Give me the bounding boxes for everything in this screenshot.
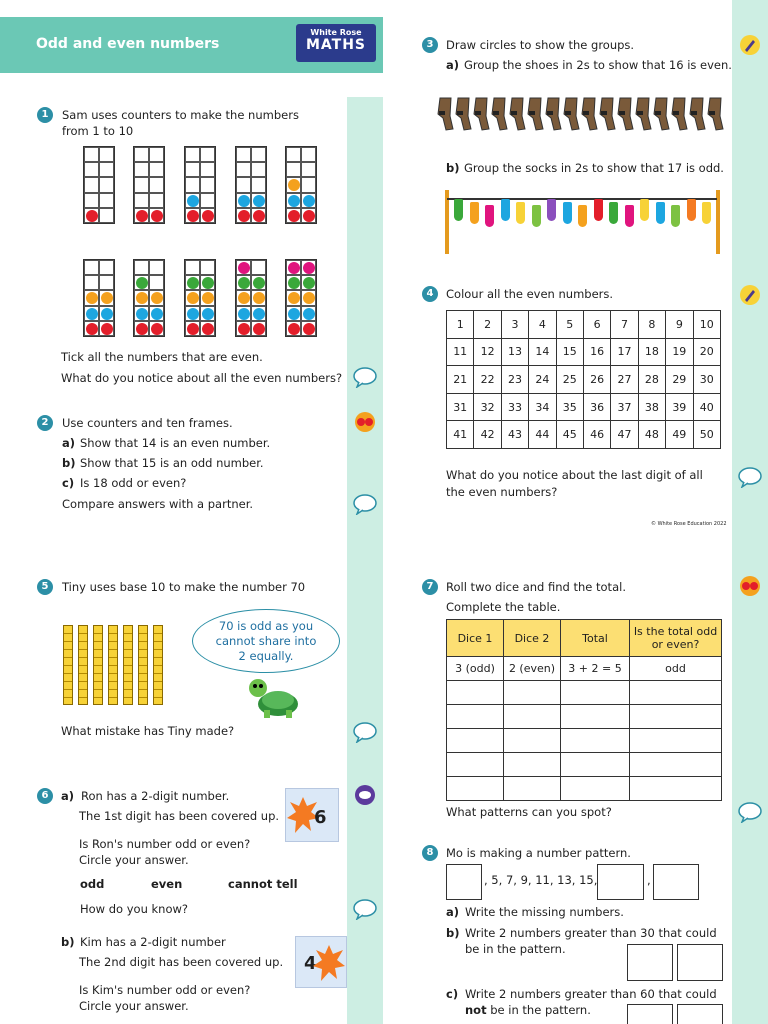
grid-number-cell[interactable]: 18 <box>638 338 665 366</box>
grid-number-cell[interactable]: 39 <box>666 393 693 421</box>
shoe-icon <box>473 96 490 132</box>
q7-complete-text: Complete the table. <box>446 600 561 614</box>
grid-number-cell[interactable]: 27 <box>611 366 638 394</box>
discussion-icon <box>738 466 762 488</box>
empty-cell[interactable] <box>561 681 630 705</box>
q6-b-line3: Is Kim's number odd or even? <box>79 983 251 997</box>
q8-b-label: b) <box>446 926 460 940</box>
shoe-icon <box>689 96 706 132</box>
empty-cell[interactable] <box>447 729 504 753</box>
grid-number-cell[interactable]: 3 <box>501 311 528 339</box>
q5-text: Tiny uses base 10 to make the number 70 <box>62 580 306 594</box>
sock-icon <box>454 199 463 221</box>
sock-icon <box>625 205 634 227</box>
q6-b-line1: Kim has a 2-digit number <box>80 935 226 949</box>
grid-number-cell[interactable]: 5 <box>556 311 583 339</box>
empty-cell[interactable] <box>630 705 722 729</box>
discussion-icon <box>353 366 377 388</box>
q2-c-label: c) <box>62 476 75 490</box>
sock-icon <box>702 202 711 224</box>
q8-pattern-text: , 5, 7, 9, 11, 13, 15, <box>484 873 598 887</box>
empty-cell[interactable] <box>447 753 504 777</box>
q6-a-line3: Is Ron's number odd or even? <box>79 837 251 851</box>
q2-a-text: Show that 14 is an even number. <box>80 436 271 450</box>
grid-number-cell[interactable]: 20 <box>693 338 720 366</box>
answer-box-b1[interactable] <box>627 944 673 981</box>
grid-number-cell[interactable]: 13 <box>501 338 528 366</box>
copyright-text: © White Rose Education 2022 <box>651 521 727 527</box>
grid-number-cell[interactable]: 44 <box>529 421 556 449</box>
ten-rod <box>78 625 88 705</box>
answer-option-odd[interactable]: odd <box>80 877 105 891</box>
counters-icon <box>353 411 377 433</box>
sock-icon <box>594 199 603 221</box>
sock-icon <box>485 205 494 227</box>
q8-comma: , <box>647 873 651 887</box>
grid-number-cell[interactable]: 31 <box>447 393 474 421</box>
grid-number-cell[interactable]: 37 <box>611 393 638 421</box>
grid-number-cell[interactable]: 8 <box>638 311 665 339</box>
q6-a-line4: Circle your answer. <box>79 853 189 867</box>
answer-option-even[interactable]: even <box>151 877 183 891</box>
q3-a-text: Group the shoes in 2s to show that 16 is even. <box>464 58 732 72</box>
q8-c-line1: Write 2 numbers greater than 60 that could <box>465 987 717 1001</box>
answer-box-c1[interactable] <box>627 1004 673 1024</box>
q8-b-line1: Write 2 numbers greater than 30 that could <box>465 926 717 940</box>
grid-number-cell[interactable]: 12 <box>474 338 501 366</box>
grid-number-cell[interactable]: 35 <box>556 393 583 421</box>
grid-number-cell[interactable]: 46 <box>583 421 610 449</box>
dice-results-table <box>446 619 722 801</box>
counter-frame-3 <box>184 146 216 224</box>
empty-cell[interactable] <box>447 705 504 729</box>
grid-number-cell[interactable]: 7 <box>611 311 638 339</box>
grid-number-cell[interactable]: 47 <box>611 421 638 449</box>
q3-b-label: b) <box>446 161 460 175</box>
question-2-badge: 2 <box>37 415 53 431</box>
table-cell: odd <box>630 657 722 681</box>
grid-number-cell[interactable]: 30 <box>693 366 720 394</box>
header-dice-2: Dice 2 <box>504 620 561 657</box>
counter-frame-5 <box>285 146 317 224</box>
ron-visible-digit: 6 <box>314 807 327 828</box>
question-4-badge: 4 <box>422 286 438 302</box>
answer-box-c2[interactable] <box>677 1004 723 1024</box>
header-total: Total <box>561 620 630 657</box>
grid-number-cell[interactable]: 25 <box>556 366 583 394</box>
empty-cell[interactable] <box>504 705 561 729</box>
q8-text: Mo is making a number pattern. <box>446 846 631 860</box>
grid-number-cell[interactable]: 10 <box>693 311 720 339</box>
grid-number-cell[interactable]: 23 <box>501 366 528 394</box>
pencil-icon <box>738 284 762 306</box>
page-header <box>0 17 383 73</box>
q4-notice-line2: the even numbers? <box>446 485 558 499</box>
empty-cell[interactable] <box>504 681 561 705</box>
counter-frame-2 <box>133 146 165 224</box>
answer-option-cannot-tell[interactable]: cannot tell <box>228 877 298 891</box>
shoe-icon <box>617 96 634 132</box>
grid-number-cell[interactable]: 49 <box>666 421 693 449</box>
q7-patterns-text: What patterns can you spot? <box>446 805 612 819</box>
grid-number-cell[interactable]: 11 <box>447 338 474 366</box>
missing-number-box-3[interactable] <box>653 864 699 900</box>
empty-cell[interactable] <box>504 729 561 753</box>
q4-notice-line1: What do you notice about the last digit of all <box>446 468 703 482</box>
q3-b-text: Group the socks in 2s to show that 17 is odd. <box>464 161 724 175</box>
grid-number-cell[interactable]: 50 <box>693 421 720 449</box>
ten-rod <box>123 625 133 705</box>
sock-icon <box>640 199 649 221</box>
q1-tick-text: Tick all the numbers that are even. <box>61 350 263 364</box>
washing-line <box>447 198 717 200</box>
counter-frame-8 <box>184 259 216 337</box>
counter-frame-7 <box>133 259 165 337</box>
sock-icon <box>547 199 556 221</box>
shoe-icon <box>437 96 454 132</box>
question-1-badge: 1 <box>37 107 53 123</box>
q2-b-label: b) <box>62 456 76 470</box>
sock-icon <box>671 205 680 227</box>
q6-b-line4: Circle your answer. <box>79 999 189 1013</box>
shoe-icon <box>581 96 598 132</box>
grid-number-cell[interactable]: 34 <box>529 393 556 421</box>
grid-number-cell[interactable]: 9 <box>666 311 693 339</box>
grid-number-cell[interactable]: 19 <box>666 338 693 366</box>
grid-number-cell[interactable]: 24 <box>529 366 556 394</box>
thinking-icon <box>353 784 377 806</box>
sock-icon <box>501 199 510 221</box>
grid-number-cell[interactable]: 32 <box>474 393 501 421</box>
counter-frame-9 <box>235 259 267 337</box>
shoe-icon <box>653 96 670 132</box>
ron-number-card <box>285 788 339 842</box>
shoe-icon <box>455 96 472 132</box>
header-odd-or-even: Is the total odd or even? <box>630 620 722 657</box>
tiny-turtle-icon <box>244 672 304 720</box>
q2-text: Use counters and ten frames. <box>62 416 233 430</box>
ten-rod <box>138 625 148 705</box>
grid-number-cell[interactable]: 28 <box>638 366 665 394</box>
grid-number-cell[interactable]: 26 <box>583 366 610 394</box>
question-6-badge: 6 <box>37 788 53 804</box>
ten-rod <box>153 625 163 705</box>
grid-number-cell[interactable]: 21 <box>447 366 474 394</box>
sock-icon <box>516 202 525 224</box>
grid-number-cell[interactable]: 45 <box>556 421 583 449</box>
discussion-icon <box>353 721 377 743</box>
q1-text-line1: Sam uses counters to make the numbers <box>62 108 299 122</box>
empty-cell[interactable] <box>504 753 561 777</box>
q8-c-line2: not be in the pattern. <box>465 1003 591 1017</box>
q6-how-text: How do you know? <box>80 902 189 916</box>
pencil-icon <box>738 34 762 56</box>
shoe-icon <box>545 96 562 132</box>
q1-text-line2: from 1 to 10 <box>62 124 134 138</box>
q6-a-line1: Ron has a 2-digit number. <box>81 789 230 803</box>
table-cell: 3 + 2 = 5 <box>561 657 630 681</box>
q2-a-label: a) <box>62 436 76 450</box>
empty-cell[interactable] <box>561 777 630 801</box>
kim-number-card <box>295 936 347 988</box>
counters-icon <box>738 575 762 597</box>
white-rose-logo: White Rose MATHS <box>296 24 376 62</box>
missing-number-box-1[interactable] <box>446 864 482 900</box>
empty-cell[interactable] <box>630 729 722 753</box>
ten-rod <box>108 625 118 705</box>
shoe-icon <box>635 96 652 132</box>
sock-icon <box>470 202 479 224</box>
question-5-badge: 5 <box>37 579 53 595</box>
counter-frame-6 <box>83 259 115 337</box>
q6-b-line2: The 2nd digit has been covered up. <box>79 955 284 969</box>
q6-b-label: b) <box>61 935 75 949</box>
paint-splat-icon <box>312 941 346 985</box>
shoe-icon <box>527 96 544 132</box>
hundred-square-grid <box>446 310 721 449</box>
empty-cell[interactable] <box>630 753 722 777</box>
q8-b-line2: be in the pattern. <box>465 942 566 956</box>
q8-a-text: Write the missing numbers. <box>465 905 624 919</box>
grid-number-cell[interactable]: 16 <box>583 338 610 366</box>
grid-number-cell[interactable]: 17 <box>611 338 638 366</box>
q3-text: Draw circles to show the groups. <box>446 38 635 52</box>
grid-number-cell[interactable]: 4 <box>529 311 556 339</box>
q5-mistake-text: What mistake has Tiny made? <box>61 724 235 738</box>
q8-c-label: c) <box>446 987 459 1001</box>
missing-number-box-2[interactable] <box>597 864 644 900</box>
margin-strip-right <box>732 0 768 1024</box>
grid-number-cell[interactable]: 42 <box>474 421 501 449</box>
q2-b-text: Show that 15 is an odd number. <box>80 456 264 470</box>
grid-number-cell[interactable]: 38 <box>638 393 665 421</box>
grid-number-cell[interactable]: 15 <box>556 338 583 366</box>
empty-cell[interactable] <box>561 705 630 729</box>
empty-cell[interactable] <box>504 777 561 801</box>
sock-icon <box>563 202 572 224</box>
q4-text: Colour all the even numbers. <box>446 287 614 301</box>
empty-cell[interactable] <box>630 777 722 801</box>
question-3-badge: 3 <box>422 37 438 53</box>
shoe-icon <box>563 96 580 132</box>
table-cell: 2 (even) <box>504 657 561 681</box>
grid-number-cell[interactable]: 33 <box>501 393 528 421</box>
q8-a-label: a) <box>446 905 460 919</box>
q6-a-label: a) <box>61 789 75 803</box>
grid-number-cell[interactable]: 43 <box>501 421 528 449</box>
counter-frame-10 <box>285 259 317 337</box>
shoe-icon <box>707 96 724 132</box>
grid-number-cell[interactable]: 40 <box>693 393 720 421</box>
empty-cell[interactable] <box>561 729 630 753</box>
sock-icon <box>656 202 665 224</box>
q6-a-line2: The 1st digit has been covered up. <box>79 809 280 823</box>
question-8-badge: 8 <box>422 845 438 861</box>
shoe-icon <box>671 96 688 132</box>
counter-frame-4 <box>235 146 267 224</box>
grid-number-cell[interactable]: 2 <box>474 311 501 339</box>
sock-icon <box>578 205 587 227</box>
grid-number-cell[interactable]: 6 <box>583 311 610 339</box>
question-7-badge: 7 <box>422 579 438 595</box>
sock-icon <box>532 205 541 227</box>
grid-number-cell[interactable]: 22 <box>474 366 501 394</box>
q1-notice-text: What do you notice about all the even numbers? <box>61 371 343 385</box>
grid-number-cell[interactable]: 1 <box>447 311 474 339</box>
shoe-icon <box>491 96 508 132</box>
counter-frame-1 <box>83 146 115 224</box>
empty-cell[interactable] <box>630 681 722 705</box>
kim-visible-digit: 4 <box>304 953 317 974</box>
ten-rod <box>93 625 103 705</box>
grid-number-cell[interactable]: 36 <box>583 393 610 421</box>
grid-number-cell[interactable]: 48 <box>638 421 665 449</box>
grid-number-cell[interactable]: 29 <box>666 366 693 394</box>
empty-cell[interactable] <box>447 777 504 801</box>
empty-cell[interactable] <box>561 753 630 777</box>
q2-compare-text: Compare answers with a partner. <box>62 497 254 511</box>
header-dice-1: Dice 1 <box>447 620 504 657</box>
sock-icon <box>687 199 696 221</box>
margin-strip-left <box>347 97 383 1024</box>
answer-box-b2[interactable] <box>677 944 723 981</box>
q2-c-text: Is 18 odd or even? <box>80 476 187 490</box>
q7-text: Roll two dice and find the total. <box>446 580 626 594</box>
grid-number-cell[interactable]: 14 <box>529 338 556 366</box>
table-cell: 3 (odd) <box>447 657 504 681</box>
q3-a-label: a) <box>446 58 460 72</box>
ten-rod <box>63 625 73 705</box>
discussion-icon <box>353 898 377 920</box>
empty-cell[interactable] <box>447 681 504 705</box>
shoe-icon <box>509 96 526 132</box>
discussion-icon <box>353 493 377 515</box>
discussion-icon <box>738 801 762 823</box>
grid-number-cell[interactable]: 41 <box>447 421 474 449</box>
sock-icon <box>609 202 618 224</box>
speech-bubble: 70 is odd as you cannot share into 2 equally. <box>192 609 340 673</box>
shoe-icon <box>599 96 616 132</box>
page-title: Odd and even numbers <box>36 36 220 52</box>
